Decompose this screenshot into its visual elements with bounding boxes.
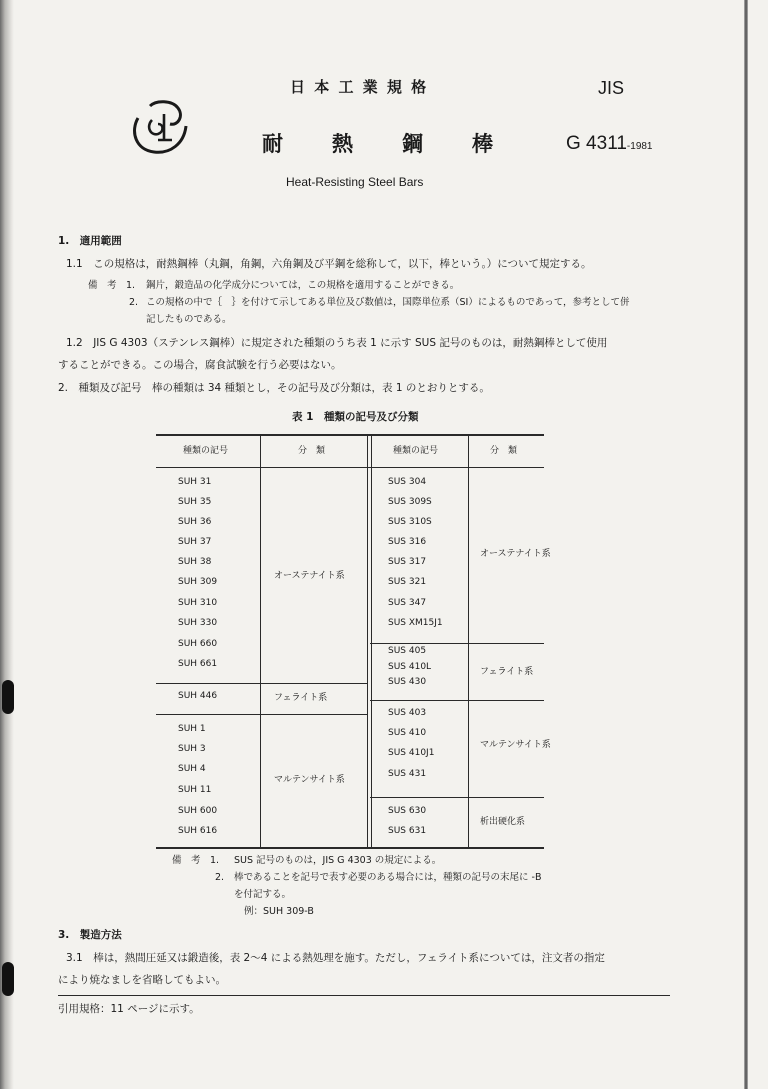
section3-heading: 3. 製造方法: [58, 929, 122, 941]
clause-1-2-line2: することができる。この場合，腐食試験を行う必要はない。: [58, 359, 342, 371]
clause-3-1-line2: により焼なましを省略してもよい。: [58, 974, 226, 986]
type-code-cell: SUS 431: [388, 769, 427, 779]
clause-1-2-line1: 1.2 JIS G 4303（ステンレス鋼棒）に規定された種類のうち表 1 に示す SUS 記号のものは，耐熱鋼棒として使用: [66, 337, 608, 349]
table1: [156, 434, 551, 848]
table-note-example: 例：SUH 309-B: [244, 906, 314, 917]
center-double-rule: [367, 434, 372, 848]
type-code-cell: SUS 316: [388, 537, 427, 547]
type-code-cell: SUH 11: [178, 785, 212, 795]
type-code-cell: SUH 600: [178, 806, 218, 816]
group-rule: [370, 643, 544, 644]
type-code-cell: SUS 310S: [388, 517, 432, 527]
group-rule: [156, 714, 368, 715]
classification-cell: フェライト系: [274, 693, 328, 703]
type-code-cell: SUS 410: [388, 728, 427, 738]
title-jp: 耐 熱 鋼 棒: [262, 132, 507, 156]
column-rule: [468, 434, 469, 848]
classification-cell: マルテンサイト系: [480, 740, 551, 750]
classification-cell: フェライト系: [480, 667, 534, 677]
header-code-right: 種類の記号: [393, 446, 439, 456]
classification-cell: 析出硬化系: [480, 817, 526, 827]
type-code-cell: SUH 35: [178, 497, 212, 507]
type-code-cell: SUS 410L: [388, 662, 432, 672]
remark-label: 備 考 1.: [88, 280, 136, 291]
type-code-cell: SUS 410J1: [388, 748, 435, 758]
table-bottom-rule: [156, 847, 544, 849]
table-note-2-line2: を付記する。: [234, 889, 292, 900]
type-code-cell: SUS 403: [388, 708, 427, 718]
section1-heading: 1. 適用範囲: [58, 235, 122, 247]
classification-cell: オーステナイト系: [274, 571, 345, 581]
table1-caption: 表 1 種類の記号及び分類: [292, 411, 419, 423]
standard-code: G 4311-1981: [566, 133, 653, 154]
remark-1: 鋼片，鍛造品の化学成分については，この規格を適用することができる。: [146, 280, 460, 291]
type-code-cell: SUS XM15J1: [388, 618, 443, 628]
type-code-cell: SUH 1: [178, 724, 206, 734]
scan-right-edge: [744, 0, 748, 1089]
table-note-2-line1: 棒であることを記号で表す必要のある場合には，種類の記号の末尾に -B: [234, 872, 542, 883]
title-en: Heat-Resisting Steel Bars: [286, 175, 424, 189]
header-class-right: 分 類: [490, 446, 518, 456]
clause-1-1: 1.1 この規格は，耐熱鋼棒（丸鋼，角鋼，六角鋼及び平鋼を総称して，以下，棒という。）について規定する。: [66, 258, 592, 270]
header-rule: [156, 467, 544, 468]
group-rule: [370, 797, 544, 798]
table-note-label: 備 考 1.: [172, 855, 220, 866]
type-code-cell: SUH 31: [178, 477, 212, 487]
table-top-rule: [156, 434, 544, 436]
jis-mark-logo: [128, 96, 192, 158]
type-code-cell: SUH 446: [178, 691, 218, 701]
type-code-cell: SUH 38: [178, 557, 212, 567]
type-code-cell: SUH 4: [178, 764, 206, 774]
punch-hole: [2, 962, 14, 996]
column-rule: [260, 434, 261, 848]
type-code-cell: SUS 430: [388, 677, 427, 687]
group-rule: [156, 683, 368, 684]
classification-cell: オーステナイト系: [480, 549, 551, 559]
classification-cell: マルテンサイト系: [274, 775, 345, 785]
group-rule: [370, 700, 544, 701]
type-code-cell: SUS 309S: [388, 497, 432, 507]
type-code-cell: SUS 347: [388, 598, 427, 608]
jp-standard-heading: 日 本 工 業 規 格: [290, 78, 429, 96]
type-code-cell: SUS 630: [388, 806, 427, 816]
remark-2-number: 2.: [129, 297, 139, 308]
clause-3-1-line1: 3.1 棒は，熱間圧延又は鍛造後，表 2～4 による熱処理を施す。ただし，フェライト系については，注文者の指定: [66, 952, 605, 964]
citation: 引用規格：11 ページに示す。: [58, 1003, 200, 1015]
table-note-1: SUS 記号のものは，JIS G 4303 の規定による。: [234, 855, 442, 866]
type-code-cell: SUH 3: [178, 744, 206, 754]
header-code-left: 種類の記号: [183, 446, 229, 456]
type-code-cell: SUS 321: [388, 577, 427, 587]
scan-left-edge: [0, 0, 14, 1089]
type-code-cell: SUS 631: [388, 826, 427, 836]
remark-2-line2: 記したものである。: [146, 314, 232, 325]
footer-rule: [58, 995, 670, 996]
type-code-cell: SUS 304: [388, 477, 427, 487]
type-code-cell: SUS 405: [388, 646, 427, 656]
punch-hole: [2, 680, 14, 714]
section2-text: 2. 種類及び記号 棒の種類は 34 種類とし，その記号及び分類は，表 1 のとおりとする。: [58, 382, 490, 394]
type-code-cell: SUH 37: [178, 537, 212, 547]
type-code-cell: SUH 36: [178, 517, 212, 527]
header-class-left: 分 類: [298, 446, 326, 456]
type-code-cell: SUS 317: [388, 557, 427, 567]
remark-2-line1: この規格の中で｛ ｝を付けて示してある単位及び数値は，国際単位系（SI）によるものであって，参考として併: [146, 297, 630, 308]
type-code-cell: SUH 660: [178, 639, 218, 649]
type-code-cell: SUH 616: [178, 826, 218, 836]
type-code-cell: SUH 330: [178, 618, 218, 628]
type-code-cell: SUH 661: [178, 659, 218, 669]
jis-label: JIS: [598, 78, 625, 98]
table-note-2-number: 2.: [215, 872, 225, 883]
type-code-cell: SUH 309: [178, 577, 218, 587]
type-code-cell: SUH 310: [178, 598, 218, 608]
